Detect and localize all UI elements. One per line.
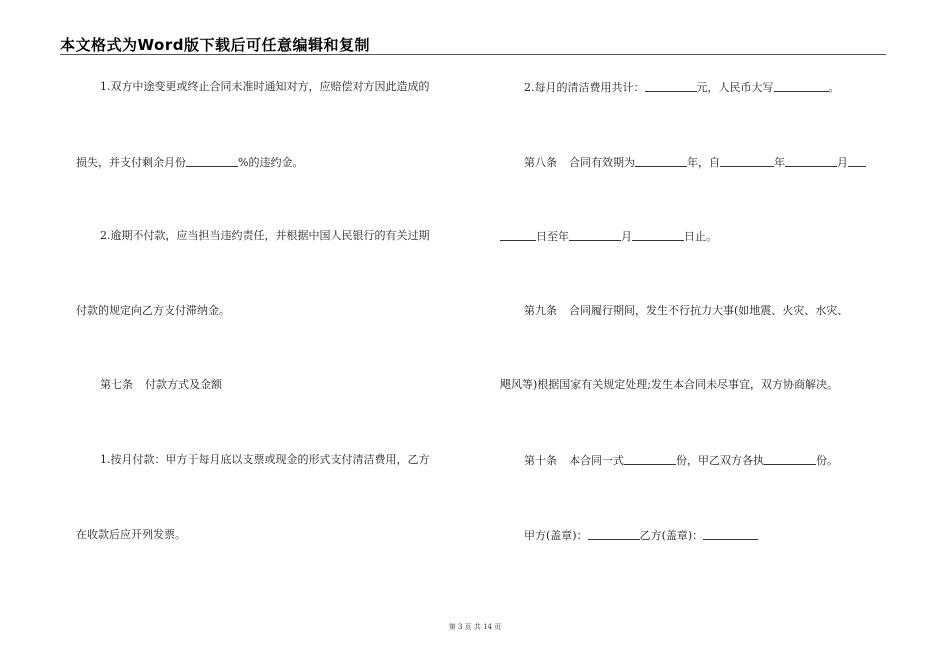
left-p1-line2 [76, 155, 303, 170]
p4-text-c: 。 [828, 81, 840, 94]
left-p1-line2-text-b: %的违约金。 [238, 156, 304, 169]
article9-line2: 飓风等)根据国家有关规定处理;发生本合同未尽事宜，双方协商解决。 [500, 378, 838, 391]
right-p4-line [524, 80, 840, 95]
signature-line [524, 528, 758, 543]
article9-text: 合同履行期间，发生不行抗力大事(如地震、火灾、水灾、 [569, 304, 849, 317]
article8-line2-text-b: 月 [621, 230, 632, 243]
article8-line2 [500, 229, 717, 244]
left-p3-line2: 在收款后应开列发票。 [76, 528, 186, 541]
left-p2-line1: 2.逾期不付款，应当担当违约责任，并根据中国人民银行的有关过期 [100, 229, 430, 242]
article8-text-c: 年 [774, 156, 785, 169]
article8-line2-text-a: 日至年 [536, 230, 569, 243]
start-day-cont-blank[interactable] [500, 229, 536, 241]
end-day-blank[interactable] [632, 229, 684, 241]
party-a-seal-label: 甲方(盖章)： [524, 529, 588, 542]
article7-heading [100, 378, 222, 392]
article8-number: 第八条 [524, 156, 557, 169]
article10-line [524, 453, 838, 468]
start-month-blank[interactable] [785, 155, 837, 167]
article10-text-a: 本合同一式 [569, 454, 624, 467]
left-p1-line2-text-a: 损失，并支付剩余月份 [76, 156, 186, 169]
end-year-month-blank[interactable] [569, 229, 621, 241]
left-p3-line1: 1.按月付款：甲方于每月底以支票或现金的形式支付清洁费用，乙方 [100, 453, 430, 466]
article8-line2-text-c: 日止。 [684, 230, 717, 243]
article8-text-a: 合同有效期为 [569, 156, 635, 169]
left-p1-line1: 1.双方中途变更或终止合同未准时通知对方，应赔偿对方因此造成的 [100, 80, 430, 93]
start-year-blank[interactable] [720, 155, 774, 167]
article8-text-d: 月 [837, 156, 848, 169]
copies-each-blank[interactable] [764, 453, 816, 465]
left-p2-line2: 付款的规定向乙方支付滞纳金。 [76, 304, 230, 317]
article10-text-c: 份。 [816, 454, 838, 467]
monthly-fee-blank[interactable] [645, 80, 697, 92]
copies-total-blank[interactable] [624, 453, 676, 465]
p4-text-a: 2.每月的清洁费用共计： [524, 81, 645, 94]
start-day-blank[interactable] [848, 155, 866, 167]
header-divider [60, 54, 886, 55]
fee-in-words-blank[interactable] [774, 80, 829, 92]
article8-line1 [524, 155, 866, 170]
article9-number: 第九条 [524, 304, 557, 317]
party-a-seal-blank[interactable] [588, 528, 640, 540]
p4-text-b: 元，人民币大写 [696, 81, 774, 94]
page-header-title: 本文格式为Word版下载后可任意编辑和复制 [60, 36, 370, 54]
page-number-footer: 第 3 页 共 14 页 [448, 623, 502, 631]
party-b-seal-blank[interactable] [703, 528, 758, 540]
party-b-seal-label: 乙方(盖章)： [639, 529, 704, 542]
article10-text-b: 份，甲乙双方各执 [676, 454, 764, 467]
term-years-blank[interactable] [635, 155, 687, 167]
percent-blank[interactable] [186, 155, 238, 167]
article8-text-b: 年，自 [687, 156, 720, 169]
article9-line1 [524, 304, 848, 318]
article7-title: 付款方式及金额 [145, 378, 222, 391]
article10-number: 第十条 [524, 454, 557, 467]
article7-number: 第七条 [100, 378, 133, 391]
